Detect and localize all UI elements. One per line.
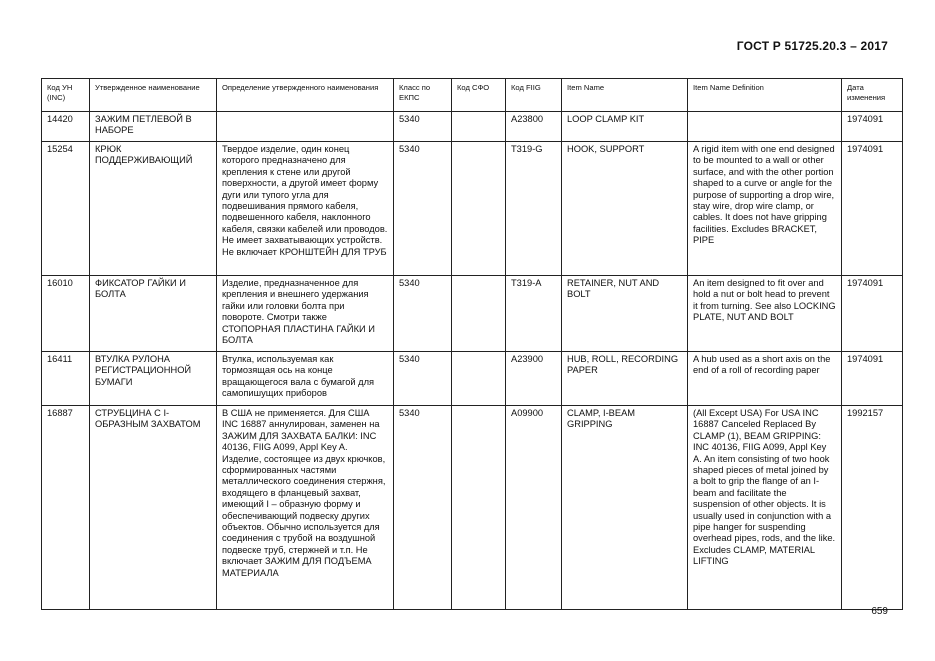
cell-item-name: LOOP CLAMP KIT xyxy=(562,112,688,142)
cell-item-name: CLAMP, I-BEAM GRIPPING xyxy=(562,406,688,610)
cell-item-def xyxy=(688,112,842,142)
col-header-date: Дата изменения xyxy=(842,79,903,112)
table-row xyxy=(42,352,903,406)
col-header-approved-name: Утвержденное наименование xyxy=(90,79,217,112)
col-header-sfo: Код СФО xyxy=(452,79,506,112)
table-header-row xyxy=(42,79,903,112)
col-header-approved-definition: Определение утвержденного наименования xyxy=(217,79,394,112)
cell-fiig: A09900 xyxy=(506,406,562,610)
cell-item-def: (All Except USA) For USA INC 16887 Canceled Replaced By CLAMP (1), BEAM GRIPPING: INC 40136, FIIG A099, Appl Key A. An item consisting of two hook shaped pieces of metal joined by a bolt to grip the flange of an I-beam and facilitate the suspension of other objects. It is usually used in conjunction with a pipe hanger for suspending overhead pipes, rods, and the like. Excludes CLAMP, MATERIAL LIFTING xyxy=(688,406,842,610)
cell-class: 5340 xyxy=(394,352,452,406)
cell-item-name: HOOK, SUPPORT xyxy=(562,142,688,276)
table-row xyxy=(42,276,903,352)
cell-item-def: A rigid item with one end designed to be mounted to a wall or other surface, and with the other portion shaped to a curve or angle for the purpose of supporting a drop wire, stay wire, drop wire clamp, or cables. It does not have gripping facilities. Excludes BRACKET, PIPE xyxy=(688,142,842,276)
cell-class: 5340 xyxy=(394,406,452,610)
cell-name-ru: ФИКСАТОР ГАЙКИ И БОЛТА xyxy=(90,276,217,352)
nomenclature-table xyxy=(41,78,903,610)
cell-inc: 16010 xyxy=(42,276,90,352)
cell-name-ru: СТРУБЦИНА С I-ОБРАЗНЫМ ЗАХВАТОМ xyxy=(90,406,217,610)
col-header-item-definition: Item Name Definition xyxy=(688,79,842,112)
cell-def-ru xyxy=(217,112,394,142)
table-row xyxy=(42,406,903,610)
cell-class: 5340 xyxy=(394,142,452,276)
cell-date: 1992157 xyxy=(842,406,903,610)
cell-sfo xyxy=(452,112,506,142)
cell-class: 5340 xyxy=(394,276,452,352)
cell-item-def: A hub used as a short axis on the end of a roll of recording paper xyxy=(688,352,842,406)
cell-fiig: A23800 xyxy=(506,112,562,142)
table-row xyxy=(42,142,903,276)
cell-name-ru: ВТУЛКА РУЛОНА РЕГИСТРАЦИОННОЙ БУМАГИ xyxy=(90,352,217,406)
col-header-item-name: Item Name xyxy=(562,79,688,112)
cell-inc: 16887 xyxy=(42,406,90,610)
page-number: 659 xyxy=(871,606,888,617)
cell-def-ru: В США не применяется. Для США INC 16887 аннулирован, заменен на ЗАЖИМ ДЛЯ ЗАХВАТА БАЛКИ: INC 40136, FIIG A099, Appl Key A. Изделие, состоящее из двух крючков, сформированных частями металлического соединения стержня, входящего в фланцевый захват, имеющий I – образную форму и обеспечивающий подвеску других объектов. Обычно используется для соединения с трубой на воздушной подвеске труб, стержней и т.п. Не включает ЗАЖИМ ДЛЯ ПОДЪЕМА МАТЕРИАЛА xyxy=(217,406,394,610)
cell-def-ru: Втулка, используемая как тормозящая ось на конце вращающегося вала с бумагой для самопишущих приборов xyxy=(217,352,394,406)
cell-date: 1974091 xyxy=(842,276,903,352)
cell-fiig: T319-G xyxy=(506,142,562,276)
col-header-fiig: Код FIIG xyxy=(506,79,562,112)
cell-class: 5340 xyxy=(394,112,452,142)
table-row xyxy=(42,112,903,142)
col-header-inc: Код УН (INC) xyxy=(42,79,90,112)
cell-inc: 14420 xyxy=(42,112,90,142)
cell-name-ru: КРЮК ПОДДЕРЖИВАЮЩИЙ xyxy=(90,142,217,276)
cell-fiig: T319-A xyxy=(506,276,562,352)
cell-date: 1974091 xyxy=(842,352,903,406)
cell-sfo xyxy=(452,276,506,352)
cell-sfo xyxy=(452,352,506,406)
cell-item-name: HUB, ROLL, RECORDING PAPER xyxy=(562,352,688,406)
cell-fiig: A23900 xyxy=(506,352,562,406)
cell-item-name: RETAINER, NUT AND BOLT xyxy=(562,276,688,352)
cell-date: 1974091 xyxy=(842,112,903,142)
cell-item-def: An item designed to fit over and hold a nut or bolt head to prevent it from turning. See also LOCKING PLATE, NUT AND BOLT xyxy=(688,276,842,352)
cell-sfo xyxy=(452,406,506,610)
cell-inc: 16411 xyxy=(42,352,90,406)
cell-def-ru: Изделие, предназначенное для крепления и внешнего удержания гайки или головки болта при повороте. Смотри также СТОПОРНАЯ ПЛАСТИНА ГАЙКИ И БОЛТА xyxy=(217,276,394,352)
cell-inc: 15254 xyxy=(42,142,90,276)
cell-def-ru: Твердое изделие, один конец которого предназначено для крепления к стене или другой поверхности, а другой имеет форму дуги или тупого угла для подвешивания прямого кабеля, подвешенного кабеля, наклонного кабеля, связки кабелей или проводов. Не имеет захватывающих устройств. Не включает КРОНШТЕЙН ДЛЯ ТРУБ xyxy=(217,142,394,276)
document-header: ГОСТ Р 51725.20.3 – 2017 xyxy=(736,39,888,53)
cell-name-ru: ЗАЖИМ ПЕТЛЕВОЙ В НАБОРЕ xyxy=(90,112,217,142)
cell-sfo xyxy=(452,142,506,276)
col-header-class: Класс по ЕКПС xyxy=(394,79,452,112)
cell-date: 1974091 xyxy=(842,142,903,276)
